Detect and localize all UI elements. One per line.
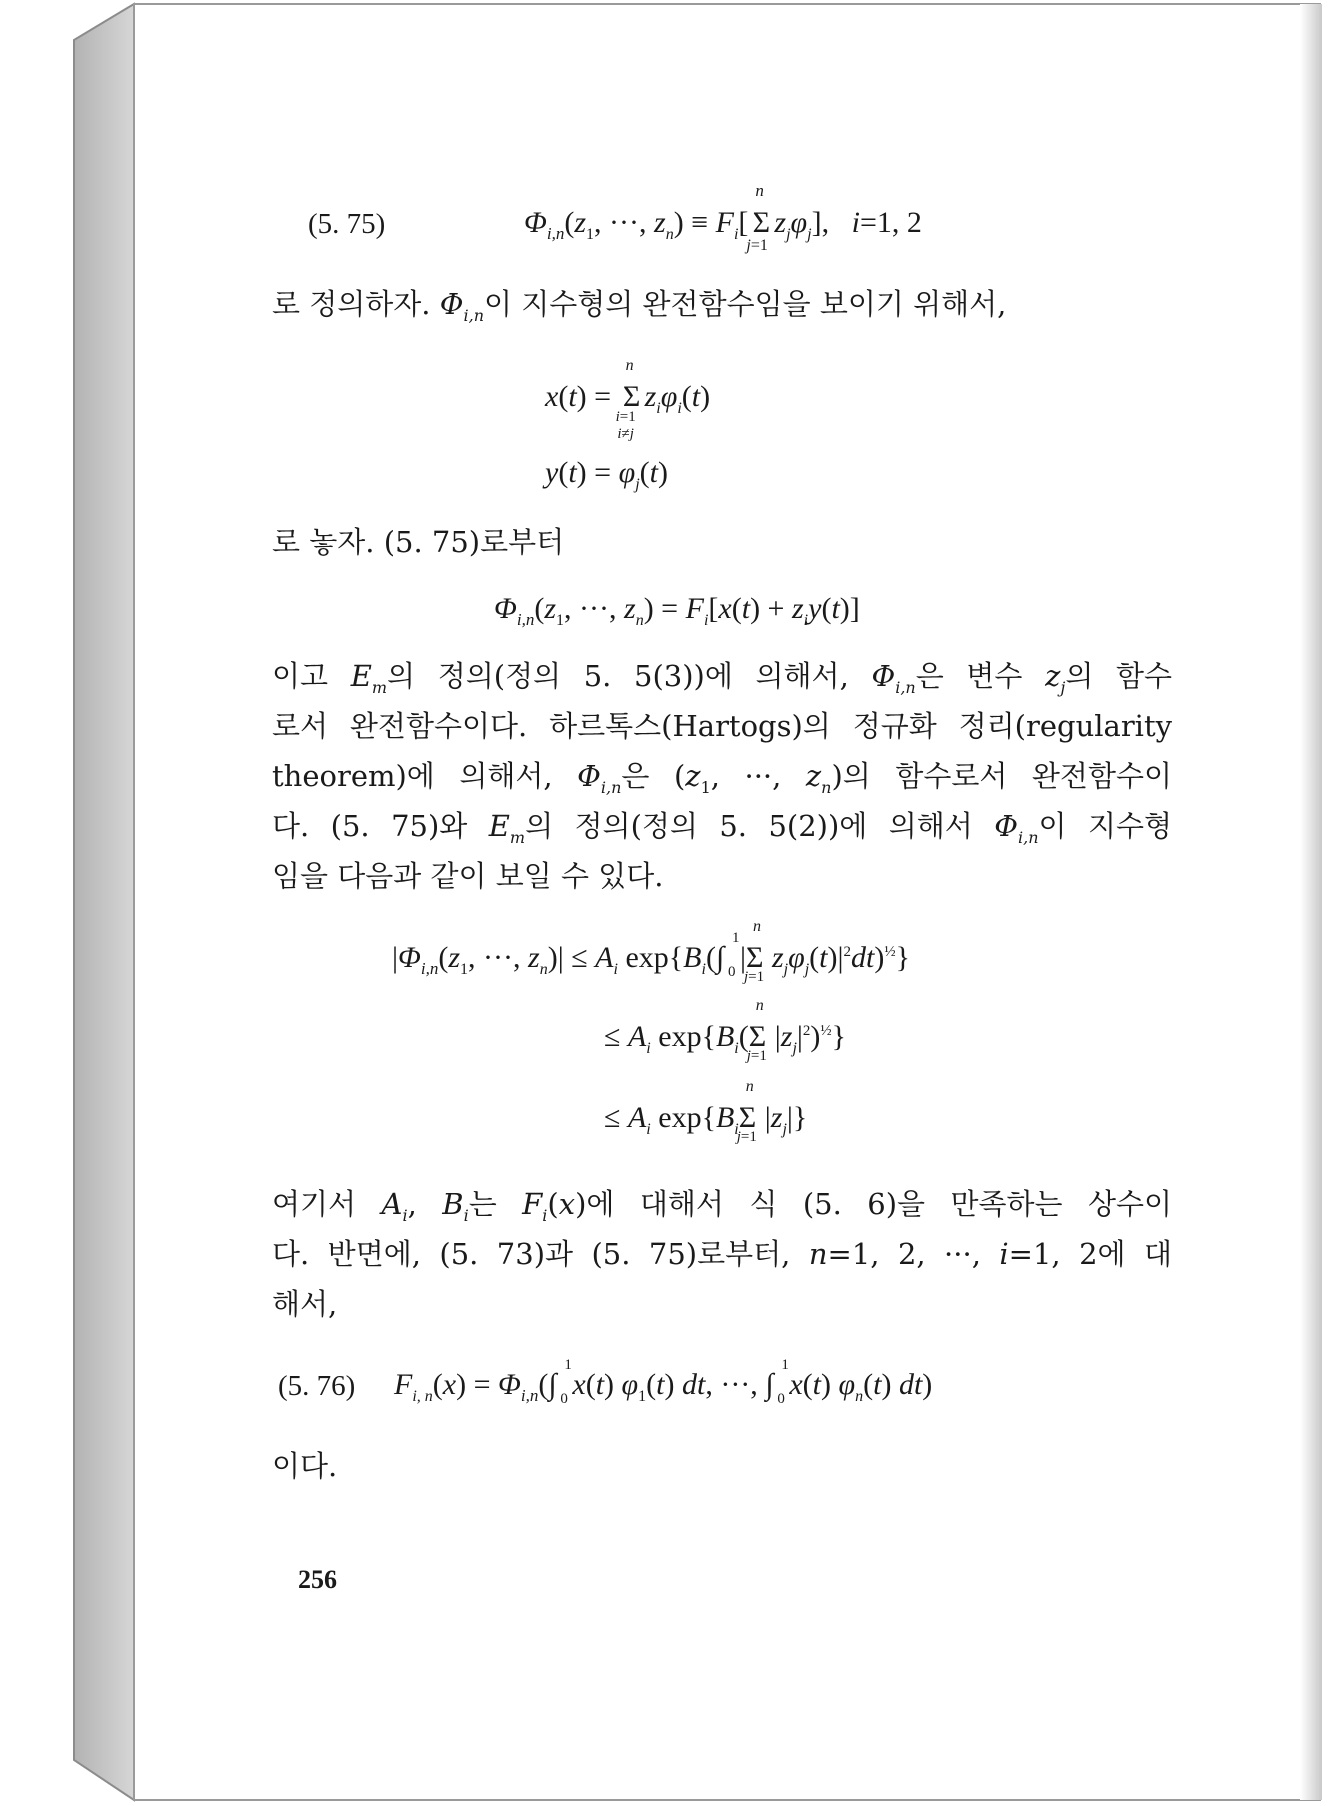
inequality-1: $|\Phi_{i,n}(z_1$, ···, $z_n)| \le A_i$ $\exp\{B_i(\int$ 1 0 | n Σ j=1 $z_j\varphi_j(t)|^2dt)^{\frac{1}{2}}$}: [392, 918, 911, 985]
inequality-2: ≤ $A_i$ $\exp\{B_i$( n Σ j=1 $|z_j|^2)^{\frac{1}{2}}$}: [604, 997, 847, 1064]
paragraph-line: 다. 반면에, (5. 73)과 (5. 75)로부터, n=1, 2, ···, i=1, 2에 대: [272, 1237, 1172, 1271]
x-definition: x(t) = n Σ i=1 i≠j $z_i\varphi_i(t)$: [545, 357, 711, 442]
paragraph-line: 로 정의하자. $\Phi_{i,n}$이 지수형의 완전함수임을 보이기 위해서,: [272, 287, 1007, 325]
phi-equation: $\Phi_{i,n}(z_1$, ···, $z_n) = F_i[x(t) + z_iy(t)]$: [494, 592, 860, 629]
paragraph-line: 이고 $E_m$의 정의(정의 5. 5(3))에 의해서, $\Phi_{i,n}$은 변수 $z_j$의 함수: [272, 659, 1173, 697]
paragraph-line: 로 놓자. (5. 75)로부터: [272, 525, 565, 559]
paragraph-line: 다. (5. 75)와 $E_m$의 정의(정의 5. 5(2))에 의해서 $\Phi_{i,n}$이 지수형: [272, 809, 1173, 847]
equation-5-75: $\Phi_{i,n}(z_1$, ···, $z_n) \equiv F_i$[ n Σ j=1 $z_j\varphi_j$], i=1, 2: [524, 181, 922, 254]
paragraph-line: 이다.: [272, 1449, 338, 1483]
equation-5-76: $F_{i, n}(x) = \Phi_{i,n}(\int$ 1 0 x(t) $\varphi_1(t)$ dt, ···, ∫ 1 0 x(t) $\varphi_n(t)$ dt): [394, 1357, 933, 1407]
paragraph-line: 로서 완전함수이다. 하르톡스(Hartogs)의 정규화 정리(regularity: [272, 709, 1172, 743]
paragraph-line: 해서,: [272, 1287, 338, 1321]
equation-number: (5. 76): [278, 1370, 356, 1402]
book-spine: [74, 4, 134, 1800]
page-sheet: [134, 4, 1320, 1800]
inequality-3: ≤ $A_i$ $\exp\{B_i$ n Σ j=1 $|z_j|$}: [604, 1078, 808, 1145]
paragraph-line: 임을 다음과 같이 보일 수 있다.: [272, 859, 664, 893]
y-definition: $y(t) = \varphi_j(t)$: [545, 456, 668, 493]
paragraph-line: 여기서 $A_i$, $B_i$는 $F_i(x)$에 대해서 식 (5. 6)을 만족하는 상수이: [272, 1187, 1173, 1225]
equation-number: (5. 75): [308, 208, 386, 240]
page-number: 256: [298, 1565, 337, 1594]
paragraph-line: theorem)에 의해서, $\Phi_{i,n}$은 ($z_1$, ···, $z_n$)의 함수로서 완전함수이: [272, 759, 1172, 797]
